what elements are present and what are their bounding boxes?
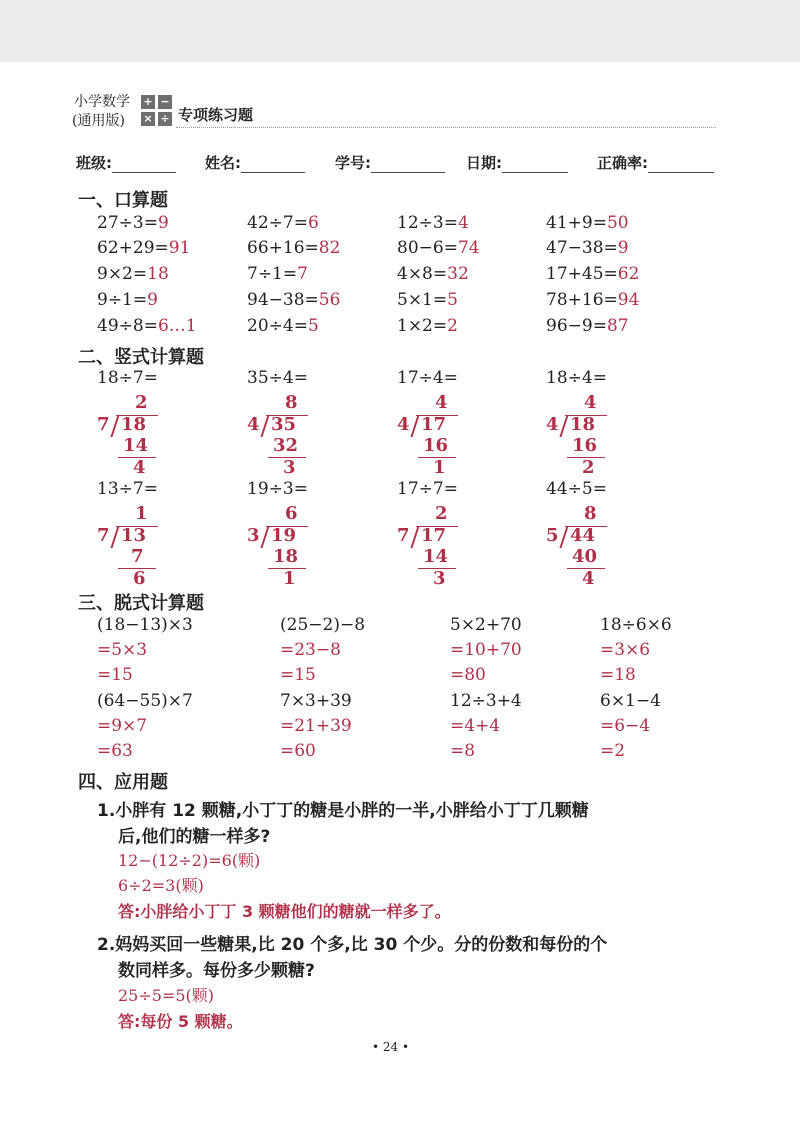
oral-calc-answer: 94 — [617, 290, 640, 310]
oral-calc-answer: 50 — [606, 213, 629, 233]
oral-calc-question: 66+16= — [247, 238, 319, 258]
division-product: 40 — [572, 546, 598, 567]
division-remainder: 2 — [582, 457, 595, 478]
step-calc-step2: =15 — [280, 665, 316, 685]
oral-calc-item — [397, 238, 480, 258]
top-band — [0, 0, 800, 62]
division-divisor: 5 — [546, 525, 559, 546]
oral-calc-question: 5×1= — [397, 290, 448, 310]
step-calc-question: 6×1−4 — [600, 691, 661, 711]
oral-calc-answer: 74 — [457, 238, 480, 258]
oral-calc-question: 80−6= — [397, 238, 458, 258]
division-product: 16 — [423, 435, 449, 456]
division-dividend: 18 — [121, 414, 147, 435]
oral-calc-answer: 9 — [617, 238, 629, 258]
division-product: 14 — [423, 546, 449, 567]
division-quotient: 6 — [285, 503, 298, 524]
step-calc-step2: =60 — [280, 741, 316, 761]
oral-calc-answer: 2 — [447, 316, 458, 336]
oral-calc-item — [97, 264, 169, 284]
division-bracket-slash — [410, 526, 419, 548]
problem1-answer: 答:小胖给小丁丁 3 颗糖他们的糖就一样多了。 — [118, 902, 451, 921]
division-question: 35÷4= — [247, 368, 308, 388]
oral-calc-answer: 5 — [447, 290, 458, 310]
oral-calc-question: 47−38= — [546, 238, 618, 258]
division-dividend: 19 — [271, 525, 297, 546]
division-question: 44÷5= — [546, 479, 607, 499]
section3-title: 三、脱式计算题 — [78, 593, 204, 614]
oral-calc-item — [546, 264, 639, 284]
division-dividend: 18 — [570, 414, 596, 435]
step-calc-question: 12÷3+4 — [450, 691, 522, 711]
division-divisor: 4 — [546, 414, 559, 435]
division-remainder: 6 — [133, 568, 146, 589]
division-dividend: 17 — [421, 414, 447, 435]
problem1-step1: 12−(12÷2)=6(颗) — [118, 851, 261, 870]
step-calc-step1: =23−8 — [280, 640, 341, 660]
field-date[interactable]: 日期: — [466, 152, 568, 173]
field-student-number[interactable]: 学号: — [335, 152, 445, 173]
division-question: 17÷4= — [397, 368, 458, 388]
problem2-step1: 25÷5=5(颗) — [118, 986, 215, 1005]
oral-calc-question: 9×2= — [97, 264, 148, 284]
division-quotient: 2 — [435, 503, 448, 524]
oral-calc-item — [546, 238, 629, 258]
oral-calc-answer: 6…1 — [157, 316, 197, 336]
step-calc-question: 7×3+39 — [280, 691, 352, 711]
step-calc-step2: =15 — [97, 665, 133, 685]
step-calc-step2: =80 — [450, 665, 486, 685]
header-edition: (通用版) — [72, 113, 125, 129]
step-calc-step1: =9×7 — [97, 716, 148, 736]
division-product: 14 — [123, 435, 149, 456]
division-quotient: 4 — [435, 392, 448, 413]
division-divisor: 7 — [97, 414, 110, 435]
oral-calc-item — [247, 264, 308, 284]
division-dividend: 44 — [570, 525, 596, 546]
oral-calc-question: 9÷1= — [97, 290, 148, 310]
step-calc-question: (18−13)×3 — [97, 615, 193, 635]
division-bracket-slash — [110, 415, 119, 437]
problem2-text-line1: 2.妈妈买回一些糖果,比 20 个多,比 30 个少。分的份数和每份的个 — [97, 935, 608, 955]
division-product: 16 — [572, 435, 598, 456]
step-calc-step1: =5×3 — [97, 640, 148, 660]
step-calc-question: (25−2)−8 — [280, 615, 366, 635]
step-calc-step1: =6−4 — [600, 716, 651, 736]
section4-title: 四、应用题 — [78, 772, 168, 793]
oral-calc-item — [97, 290, 158, 310]
step-calc-question: 18÷6×6 — [600, 615, 672, 635]
oral-calc-item — [97, 316, 197, 336]
divide-icon: ÷ — [158, 112, 172, 126]
step-calc-step2: =18 — [600, 665, 636, 685]
times-icon: × — [141, 112, 155, 126]
header-title: 专项练习题 — [178, 106, 254, 124]
oral-calc-answer: 18 — [147, 264, 169, 284]
oral-calc-answer: 9 — [157, 213, 169, 233]
oral-calc-question: 42÷7= — [247, 213, 308, 233]
header-divider — [176, 127, 716, 128]
minus-icon: − — [158, 95, 172, 109]
division-question: 17÷7= — [397, 479, 458, 499]
problem2-text-line2: 数同样多。每份多少颗糖? — [118, 961, 315, 981]
division-dividend: 13 — [121, 525, 147, 546]
division-question: 18÷4= — [546, 368, 607, 388]
step-calc-step2: =2 — [600, 741, 626, 761]
oral-calc-answer: 62 — [617, 264, 640, 284]
division-question: 13÷7= — [97, 479, 158, 499]
problem2-answer: 答:每份 5 颗糖。 — [118, 1012, 243, 1031]
division-question: 19÷3= — [247, 479, 308, 499]
division-remainder: 1 — [283, 568, 296, 589]
step-calc-question: 5×2+70 — [450, 615, 522, 635]
step-calc-step2: =63 — [97, 741, 133, 761]
oral-calc-item — [247, 238, 340, 258]
oral-calc-answer: 5 — [307, 316, 319, 336]
oral-calc-answer: 7 — [297, 264, 308, 284]
oral-calc-question: 62+29= — [97, 238, 169, 258]
oral-calc-answer: 82 — [318, 238, 341, 258]
oral-calc-item — [97, 213, 169, 233]
oral-calc-item — [97, 238, 190, 258]
plus-icon: + — [141, 95, 155, 109]
division-product: 32 — [273, 435, 299, 456]
step-calc-step1: =21+39 — [280, 716, 352, 736]
division-product: 18 — [273, 546, 299, 567]
division-dividend: 17 — [421, 525, 447, 546]
step-calc-step1: =10+70 — [450, 640, 522, 660]
step-calc-step2: =8 — [450, 741, 476, 761]
oral-calc-question: 49÷8= — [97, 316, 158, 336]
oral-calc-question: 27÷3= — [97, 213, 158, 233]
section1-title: 一、口算题 — [78, 190, 168, 211]
oral-calc-question: 41+9= — [546, 213, 607, 233]
oral-calc-item — [546, 316, 629, 336]
oral-calc-item — [247, 290, 340, 310]
oral-calc-item — [247, 213, 319, 233]
problem1-text-line1: 1.小胖有 12 颗糖,小丁丁的糖是小胖的一半,小胖给小丁丁几颗糖 — [97, 801, 589, 821]
oral-calc-question: 78+16= — [546, 290, 618, 310]
division-quotient: 4 — [584, 392, 597, 413]
field-class[interactable]: 班级: — [76, 152, 176, 173]
division-remainder: 4 — [582, 568, 595, 589]
oral-calc-answer: 6 — [307, 213, 319, 233]
problem1-text-line2: 后,他们的糖一样多? — [118, 827, 271, 847]
step-calc-step1: =3×6 — [600, 640, 651, 660]
division-divisor: 3 — [247, 525, 260, 546]
division-dividend: 35 — [271, 414, 297, 435]
division-question: 18÷7= — [97, 368, 158, 388]
oral-calc-answer: 56 — [318, 290, 341, 310]
oral-calc-question: 20÷4= — [247, 316, 308, 336]
oral-calc-answer: 4 — [457, 213, 469, 233]
division-quotient: 8 — [584, 503, 597, 524]
oral-calc-question: 94−38= — [247, 290, 319, 310]
division-bracket-slash — [260, 526, 269, 548]
section2-title: 二、竖式计算题 — [78, 347, 204, 368]
oral-calc-answer: 32 — [447, 264, 469, 284]
oral-calc-question: 4×8= — [397, 264, 448, 284]
division-divisor: 7 — [397, 525, 410, 546]
oral-calc-answer: 91 — [168, 238, 191, 258]
division-bracket-slash — [110, 526, 119, 548]
division-quotient: 2 — [135, 392, 148, 413]
header-subject: 小学数学 — [74, 94, 130, 110]
division-remainder: 4 — [133, 457, 146, 478]
oral-calc-question: 12÷3= — [397, 213, 458, 233]
oral-calc-question: 7÷1= — [247, 264, 298, 284]
oral-calc-question: 17+45= — [546, 264, 618, 284]
division-divisor: 4 — [397, 414, 410, 435]
oral-calc-answer: 87 — [606, 316, 629, 336]
oral-calc-answer: 9 — [147, 290, 158, 310]
division-divisor: 7 — [97, 525, 110, 546]
oral-calc-item — [397, 264, 469, 284]
oral-calc-question: 96−9= — [546, 316, 607, 336]
division-bracket-slash — [559, 415, 568, 437]
oral-calc-item — [546, 290, 639, 310]
division-bracket-slash — [260, 415, 269, 437]
step-calc-step1: =4+4 — [450, 716, 501, 736]
oral-calc-item — [397, 213, 469, 233]
division-product: 7 — [131, 546, 144, 567]
division-remainder: 3 — [283, 457, 296, 478]
division-bracket-slash — [559, 526, 568, 548]
division-quotient: 1 — [135, 503, 148, 524]
oral-calc-item — [397, 290, 458, 310]
division-bracket-slash — [410, 415, 419, 437]
field-accuracy[interactable]: 正确率: — [597, 152, 714, 173]
oral-calc-item — [546, 213, 629, 233]
division-quotient: 8 — [285, 392, 298, 413]
division-remainder: 1 — [433, 457, 446, 478]
oral-calc-item — [397, 316, 458, 336]
oral-calc-item — [247, 316, 319, 336]
division-remainder: 3 — [433, 568, 446, 589]
field-name[interactable]: 姓名: — [205, 152, 305, 173]
operator-icons — [141, 95, 173, 127]
division-divisor: 4 — [247, 414, 260, 435]
step-calc-question: (64−55)×7 — [97, 691, 193, 711]
page-number: • 24 • — [372, 1040, 410, 1054]
problem1-step2: 6÷2=3(颗) — [118, 876, 204, 895]
oral-calc-question: 1×2= — [397, 316, 448, 336]
